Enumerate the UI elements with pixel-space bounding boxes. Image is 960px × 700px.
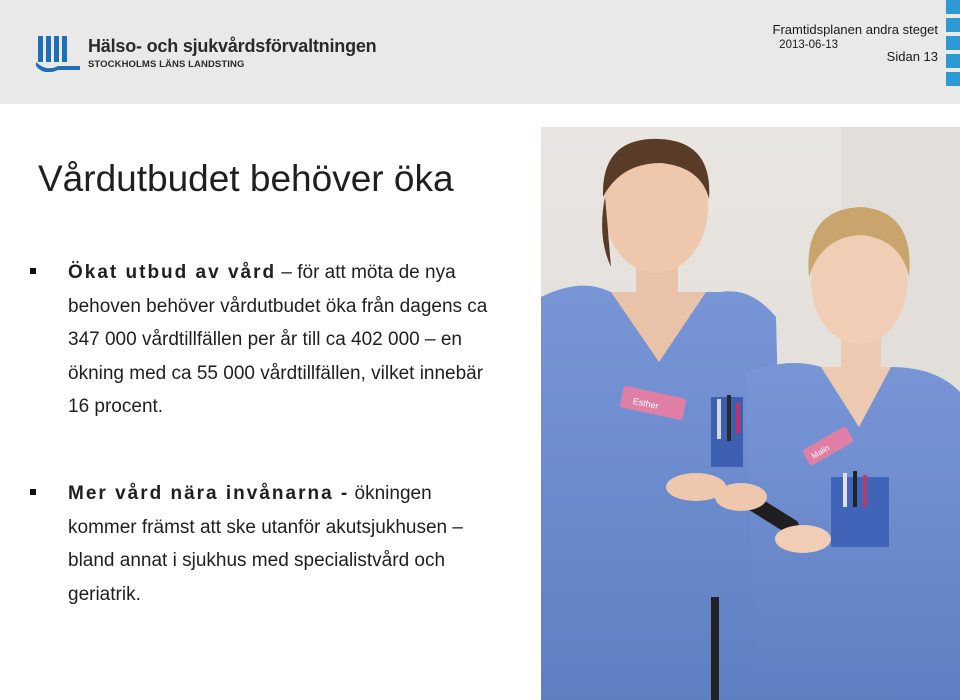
- bullet-body: – för att möta de nya behoven behöver vårdutbudet öka från dagens ca 347 000 vårdtillfällen per år till ca 402 000 – en ökning med ca 55 000 vårdtillfällen, vilket innebär 16 procent.: [68, 262, 488, 417]
- accent-square: [946, 72, 960, 86]
- organization-name: Hälso- och sjukvårdsförvaltningen: [88, 36, 377, 56]
- accent-squares: [946, 0, 960, 104]
- accent-square: [946, 36, 960, 50]
- nurses-photo-illustration: [541, 127, 960, 700]
- document-title: Framtidsplanen andra steget: [772, 22, 938, 37]
- bullet-text: [68, 256, 500, 424]
- bullet-marker-icon: [30, 268, 36, 274]
- accent-square: [946, 0, 960, 14]
- bullet-body: ökningen kommer främst att ske utanför akutsjukhusen – bland annat i sjukhus med specialistvård och geriatrik.: [68, 483, 463, 605]
- slide-header: [0, 0, 960, 104]
- name-tag-left: Esther: [631, 395, 660, 412]
- bullet-lead: Ökat utbud av vård: [68, 262, 277, 283]
- document-date: 2013-06-13: [779, 39, 838, 51]
- nurses-photo: [541, 127, 960, 700]
- name-tag-right: Malin: [810, 443, 832, 461]
- bullet-item: [30, 477, 500, 611]
- bullet-text: [68, 477, 500, 611]
- bullet-marker-icon: [30, 489, 36, 495]
- header-meta: [698, 22, 938, 72]
- sll-logo-mark-icon: [36, 36, 80, 72]
- page-number: Sidan 13: [886, 49, 938, 64]
- slide-title: Vårdutbudet behöver öka: [38, 158, 454, 199]
- accent-square: [946, 54, 960, 68]
- organization-subtitle: STOCKHOLMS LÄNS LANDSTING: [88, 59, 245, 70]
- bullet-lead: Mer vård nära invånarna -: [68, 483, 350, 504]
- accent-square: [946, 18, 960, 32]
- bullet-item: [30, 256, 500, 424]
- organization-logo: [36, 36, 416, 76]
